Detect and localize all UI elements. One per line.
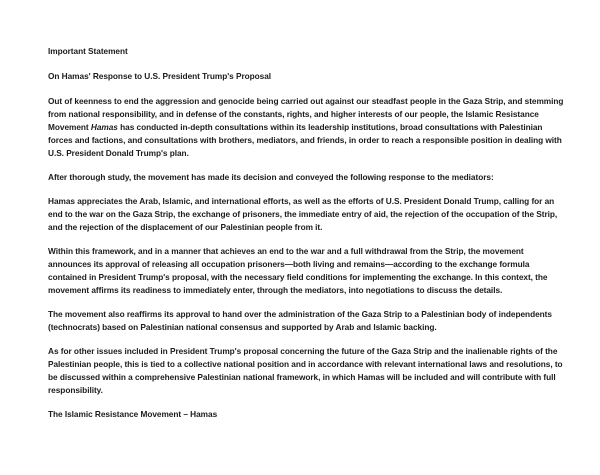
document-title: Important Statement bbox=[48, 46, 128, 56]
paragraph-consultations-before: Out of keenness to end the aggression and genocide being carried out against our steadfast people in the Gaza Strip, and stemming from national responsibility, and in defense of the constants, rights, and higher interests of our people, the Islamic Resistance Movement bbox=[48, 95, 564, 132]
paragraph-consultations bbox=[48, 95, 566, 160]
signature-line: The Islamic Resistance Movement – Hamas bbox=[48, 408, 218, 419]
paragraph-administration: The movement also reaffirms its approval to hand over the administration of the Gaza Strip to a Palestinian body of independents (technocrats) based on Palestinian national consensus and supported by Arab and Islamic backing. bbox=[48, 308, 552, 332]
paragraph-framework: Within this framework, and in a manner that achieves an end to the war and a full withdrawal from the Strip, the movement announces its approval of releasing all occupation prisoners—both living and remains—according to the exchange formula contained in President Trump's proposal, with the necessary field conditions for implementing the exchange. In this context, the movement affirms its readiness to immediately enter, through the mediators, into negotiations to discuss the details. bbox=[48, 245, 548, 295]
paragraph-appreciation: Hamas appreciates the Arab, Islamic, and international efforts, as well as the efforts of U.S. President Donald Trump, calling for an end to the war on the Gaza Strip, the exchange of prisoners, the immediate entry of aid, the rejection of the occupation of the Strip, and the rejection of the displacement of our Palestinian people from it. bbox=[48, 195, 558, 232]
document-text-column bbox=[48, 45, 566, 421]
movement-name-italic: Hamas bbox=[90, 121, 118, 132]
paragraph-consultations-after: has conducted in-depth consultations within its leadership institutions, broad consultations with Palestinian forces and factions, and consultations with brothers, mediators, and friends, in order to reach a responsible position in dealing with U.S. President Donald Trump's plan. bbox=[48, 121, 562, 158]
paragraph-other-issues: As for other issues included in President Trump's proposal concerning the future of the Gaza Strip and the inalienable rights of the Palestinian people, this is tied to a collective national position and in accordance with relevant international laws and resolutions, to be discussed within a comprehensive Palestinian national framework, in which Hamas will be included and will contribute with full responsibility. bbox=[48, 345, 563, 395]
document-subtitle: On Hamas' Response to U.S. President Trump's Proposal bbox=[48, 71, 272, 81]
paragraph-decision: After thorough study, the movement has made its decision and conveyed the following response to the mediators: bbox=[48, 171, 494, 182]
